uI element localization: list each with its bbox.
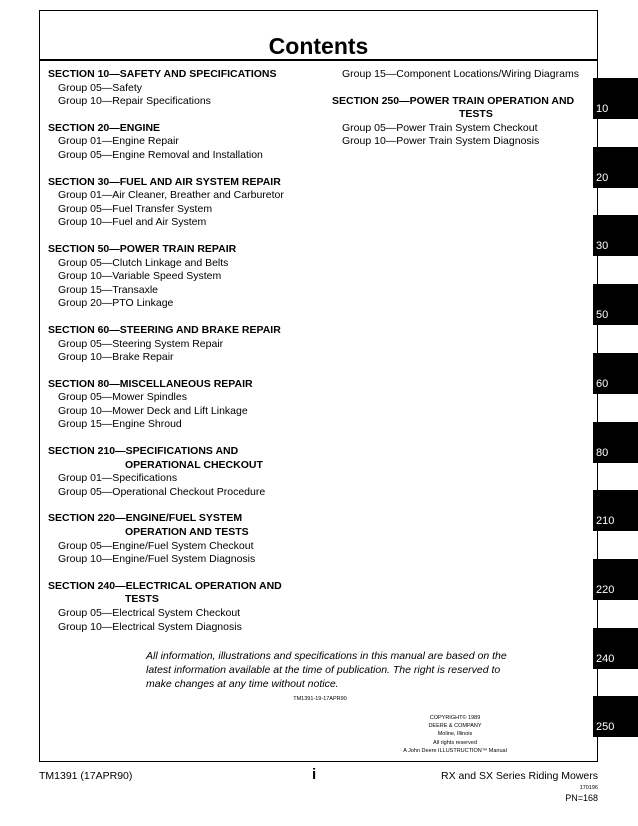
section-tab[interactable]: [593, 490, 638, 531]
section-title-line: SECTION 250—POWER TRAIN OPERATION AND: [332, 94, 575, 107]
toc-group[interactable]: Group 10—Electrical System Diagnosis: [58, 620, 242, 633]
section-title[interactable]: [48, 324, 348, 338]
toc-group[interactable]: Group 10—Brake Repair: [58, 351, 174, 364]
toc-section: [48, 580, 348, 634]
toc-group[interactable]: Group 15—Transaxle: [58, 283, 158, 296]
section-title[interactable]: [48, 378, 348, 392]
toc-group[interactable]: Group 20—PTO Linkage: [58, 297, 174, 310]
section-tab-label: 30: [596, 240, 609, 253]
section-tab[interactable]: [593, 559, 638, 600]
section-title-line: SECTION 30—FUEL AND AIR SYSTEM REPAIR: [48, 175, 281, 188]
toc-section: [48, 445, 348, 499]
section-title-line: SECTION 60—STEERING AND BRAKE REPAIR: [48, 323, 281, 336]
section-tab-label: 20: [596, 171, 609, 184]
toc-section: [48, 378, 348, 432]
toc-group[interactable]: Group 10—Power Train System Diagnosis: [342, 135, 540, 148]
footer-right: RX and SX Series Riding Mowers: [441, 770, 598, 782]
toc-group[interactable]: Group 05—Fuel Transfer System: [58, 202, 213, 215]
section-title-line: TESTS: [125, 593, 159, 606]
contents-left-column: [48, 68, 348, 647]
toc-group[interactable]: Group 05—Engine Removal and Installation: [58, 148, 263, 161]
toc-group[interactable]: Group 05—Operational Checkout Procedure: [58, 485, 266, 498]
section-tab[interactable]: [593, 284, 638, 325]
copyright-block: [370, 714, 540, 755]
toc-section: [48, 122, 348, 163]
section-title-line: SECTION 210—SPECIFICATIONS AND: [48, 445, 239, 458]
section-title[interactable]: [48, 68, 348, 82]
copyright-line: All rights reserved: [432, 739, 478, 746]
toc-group[interactable]: Group 10—Engine/Fuel System Diagnosis: [58, 553, 256, 566]
section-title[interactable]: [332, 95, 594, 122]
toc-group[interactable]: Group 10—Fuel and Air System: [58, 216, 207, 229]
toc-group[interactable]: Group 05—Clutch Linkage and Belts: [58, 256, 229, 269]
notice-text: All information, illustrations and specifications in this manual are based on the latest information available at the time of publication. The right is reserved to make changes at any time without notice.: [146, 650, 507, 690]
section-title-line: OPERATIONAL CHECKOUT: [125, 458, 263, 471]
section-tab-label: 220: [596, 583, 615, 596]
toc-section: [48, 324, 348, 365]
title-rule: [40, 59, 597, 61]
section-tab-label: 210: [596, 515, 615, 528]
toc-section: [332, 95, 594, 149]
footer-code: 170196: [579, 785, 598, 791]
toc-group[interactable]: Group 10—Repair Specifications: [58, 95, 211, 108]
section-tab[interactable]: [593, 353, 638, 394]
section-tab-label: 80: [596, 446, 609, 459]
toc-group[interactable]: Group 15—Component Locations/Wiring Diagrams: [342, 68, 579, 80]
copyright-line: A John Deere ILLUSTRUCTION™ Manual: [403, 747, 507, 754]
toc-group[interactable]: Group 10—Mower Deck and Lift Linkage: [58, 404, 248, 417]
section-title[interactable]: [48, 176, 348, 190]
toc-section: [48, 68, 348, 109]
page-frame: [39, 10, 598, 762]
toc-group[interactable]: Group 01—Air Cleaner, Breather and Carburetor: [58, 189, 284, 202]
toc-group[interactable]: Group 05—Engine/Fuel System Checkout: [58, 539, 254, 552]
section-title-line: SECTION 10—SAFETY AND SPECIFICATIONS: [48, 68, 277, 80]
section-title-line: SECTION 80—MISCELLANEOUS REPAIR: [48, 377, 253, 390]
copyright-line: Moline, Illinois: [437, 731, 473, 738]
copyright-line: COPYRIGHT© 1989: [429, 715, 481, 721]
section-title[interactable]: [48, 580, 348, 607]
toc-group[interactable]: Group 01—Specifications: [58, 472, 178, 485]
section-tab-label: 50: [596, 309, 609, 322]
section-title[interactable]: [48, 445, 348, 472]
section-tab-label: 250: [596, 721, 615, 734]
toc-group[interactable]: Group 05—Power Train System Checkout: [342, 121, 538, 134]
section-title-line: SECTION 220—ENGINE/FUEL SYSTEM: [48, 512, 243, 525]
toc-group[interactable]: Group 15—Engine Shroud: [58, 418, 182, 431]
section-title-line: TESTS: [459, 108, 493, 121]
footer-pn: PN=168: [565, 793, 598, 803]
toc-group[interactable]: Group 10—Variable Speed System: [58, 270, 222, 283]
section-title[interactable]: [48, 122, 348, 136]
section-title-line: SECTION 240—ELECTRICAL OPERATION AND: [48, 579, 282, 592]
section-tab[interactable]: [593, 147, 638, 188]
section-title-line: OPERATION AND TESTS: [125, 526, 249, 539]
toc-group[interactable]: Group 05—Safety: [58, 81, 143, 94]
reference-code: TM1391-19-17APR90: [293, 696, 347, 702]
section-tab-label: 240: [596, 652, 615, 665]
section-tab[interactable]: [593, 696, 638, 737]
section-tab[interactable]: [593, 215, 638, 256]
toc-group[interactable]: Group 01—Engine Repair: [58, 135, 179, 148]
section-title-line: SECTION 50—POWER TRAIN REPAIR: [48, 242, 237, 255]
footer-left: TM1391 (17APR90): [39, 770, 133, 782]
section-tab-label: 60: [596, 377, 609, 390]
section-tab[interactable]: [593, 422, 638, 463]
toc-group[interactable]: Group 05—Electrical System Checkout: [58, 607, 241, 619]
toc-group[interactable]: Group 05—Mower Spindles: [58, 391, 187, 404]
section-tab[interactable]: [593, 628, 638, 669]
toc-section: [48, 176, 348, 230]
section-tab[interactable]: [593, 78, 638, 119]
section-tab-label: 10: [596, 103, 609, 115]
toc-section: [48, 243, 348, 311]
section-title[interactable]: [48, 243, 348, 257]
toc-group[interactable]: Group 05—Steering System Repair: [58, 337, 224, 350]
section-title[interactable]: [48, 512, 348, 539]
toc-section: [48, 512, 348, 566]
page-number: i: [312, 766, 317, 783]
copyright-line: DEERE & COMPANY: [428, 723, 482, 730]
page-title: Contents: [268, 33, 369, 59]
section-title-line: SECTION 20—ENGINE: [48, 121, 161, 134]
contents-right-column: [332, 68, 594, 162]
